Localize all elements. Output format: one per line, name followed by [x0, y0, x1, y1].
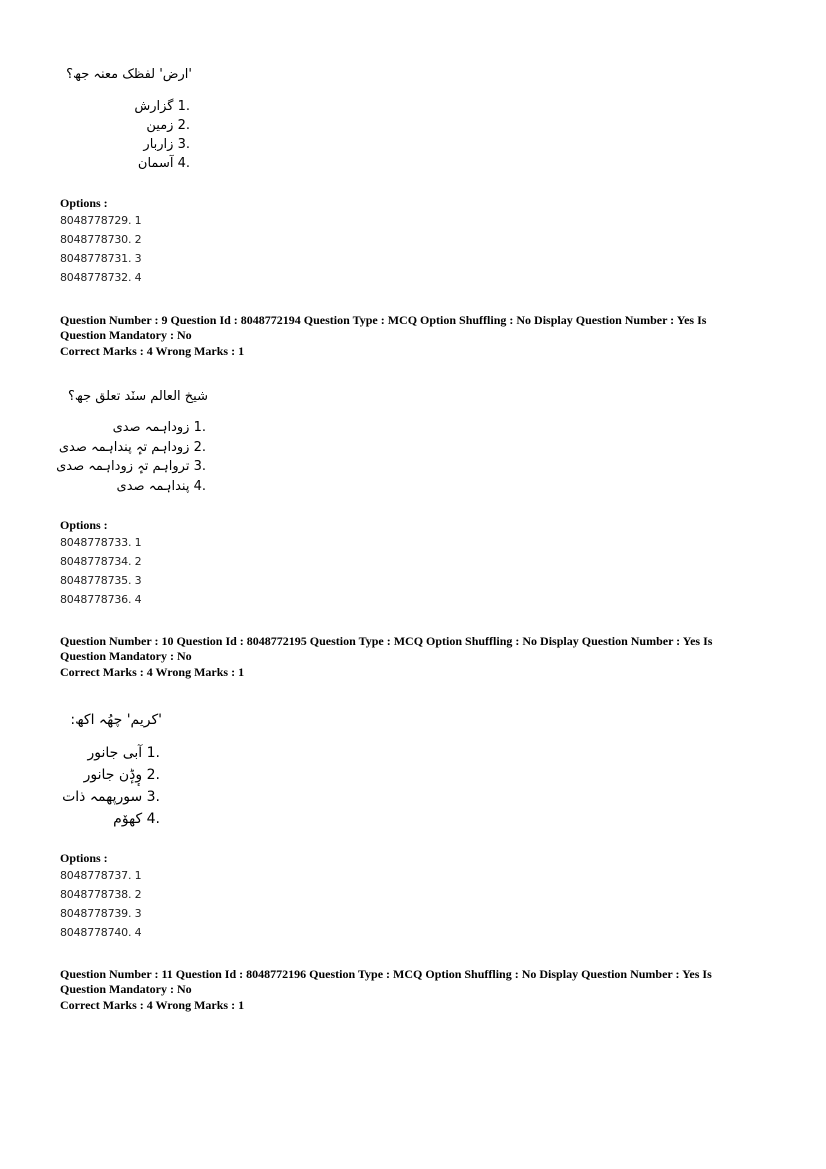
- choice-number: 3.: [146, 789, 160, 805]
- option-id-row: 8048778736. 4: [60, 593, 142, 606]
- option-id-row: 8048778740. 4: [60, 926, 142, 939]
- choice-number: 1.: [193, 420, 206, 435]
- option-id-row: 8048778738. 2: [60, 888, 142, 901]
- question-meta-line1: Question Number : 9 Question Id : 8048772194 Question Type : MCQ Option Shuffling : No Display Question Number : Yes Is: [60, 313, 707, 327]
- choice-number: 2.: [146, 767, 160, 783]
- choice-text: گزارش: [134, 99, 174, 114]
- answer-choice: [84, 767, 160, 783]
- options-label: Options :: [60, 196, 108, 210]
- choice-number: 2.: [177, 118, 190, 133]
- choice-text: کھوٚم: [113, 811, 143, 827]
- answer-choice: [143, 137, 190, 152]
- question-meta-line1: Question Number : 11 Question Id : 8048772196 Question Type : MCQ Option Shuffling : No Display Question Number : Yes Is: [60, 967, 712, 981]
- question-marks: Correct Marks : 4 Wrong Marks : 1: [60, 665, 245, 679]
- question-mandatory: Question Mandatory : No: [60, 328, 192, 342]
- answer-choice: [138, 156, 190, 171]
- option-id-row: 8048778734. 2: [60, 555, 142, 568]
- option-id-row: 8048778737. 1: [60, 869, 142, 882]
- choice-text: ترواہم تہٕ زوداہمہ صدی: [56, 459, 190, 474]
- option-id-row: 8048778731. 3: [60, 252, 142, 265]
- answer-choice: [87, 745, 160, 761]
- options-label: Options :: [60, 518, 108, 532]
- choice-number: 4.: [193, 479, 206, 494]
- answer-choice: [113, 420, 206, 435]
- question-marks: Correct Marks : 4 Wrong Marks : 1: [60, 344, 245, 358]
- question-stem: 'ارض' لفظک معنہ جھ؟: [66, 67, 192, 82]
- question-meta: [60, 634, 760, 680]
- choice-number: 1.: [177, 99, 190, 114]
- option-id-row: 8048778730. 2: [60, 233, 142, 246]
- choice-text: آبی جانور: [87, 745, 143, 761]
- choice-number: 3.: [177, 137, 190, 152]
- question-meta: [60, 967, 760, 1013]
- question-meta: [60, 313, 760, 359]
- question-mandatory: Question Mandatory : No: [60, 982, 192, 996]
- choice-number: 2.: [193, 440, 206, 455]
- choice-number: 1.: [146, 745, 160, 761]
- choice-text: زاربار: [143, 137, 174, 152]
- question-mandatory: Question Mandatory : No: [60, 649, 192, 663]
- answer-choice: [117, 479, 206, 494]
- choice-text: سورپھمہ ذات: [62, 789, 143, 805]
- choice-text: زوداہمہ صدی: [112, 420, 190, 435]
- answer-choice: [62, 789, 160, 805]
- answer-choice: [134, 99, 190, 114]
- choice-text: پنداہمہ صدی: [116, 479, 190, 494]
- choice-text: وٕڈٕن جانور: [83, 767, 143, 783]
- question-marks: Correct Marks : 4 Wrong Marks : 1: [60, 998, 245, 1012]
- options-label: Options :: [60, 851, 108, 865]
- choice-number: 3.: [193, 459, 206, 474]
- choice-text: زمین: [146, 118, 174, 133]
- choice-number: 4.: [177, 156, 190, 171]
- answer-choice: [146, 118, 190, 133]
- option-id-row: 8048778735. 3: [60, 574, 142, 587]
- option-id-row: 8048778739. 3: [60, 907, 142, 920]
- question-stem: شیخ العالم سنٚد تعلق جھ؟: [68, 389, 208, 404]
- choice-text: آسمان: [137, 156, 174, 171]
- answer-choice: [56, 459, 206, 474]
- choice-text: زوداہم تہٕ پنداہمہ صدی: [58, 440, 190, 455]
- choice-number: 4.: [146, 811, 160, 827]
- option-id-row: 8048778729. 1: [60, 214, 142, 227]
- answer-choice: [59, 440, 206, 455]
- option-id-row: 8048778732. 4: [60, 271, 142, 284]
- option-id-row: 8048778733. 1: [60, 536, 142, 549]
- answer-choice: [113, 811, 160, 827]
- question-stem: 'کریم' چھُہ اکھ:: [70, 712, 162, 728]
- question-meta-line1: Question Number : 10 Question Id : 8048772195 Question Type : MCQ Option Shuffling : No Display Question Number : Yes Is: [60, 634, 713, 648]
